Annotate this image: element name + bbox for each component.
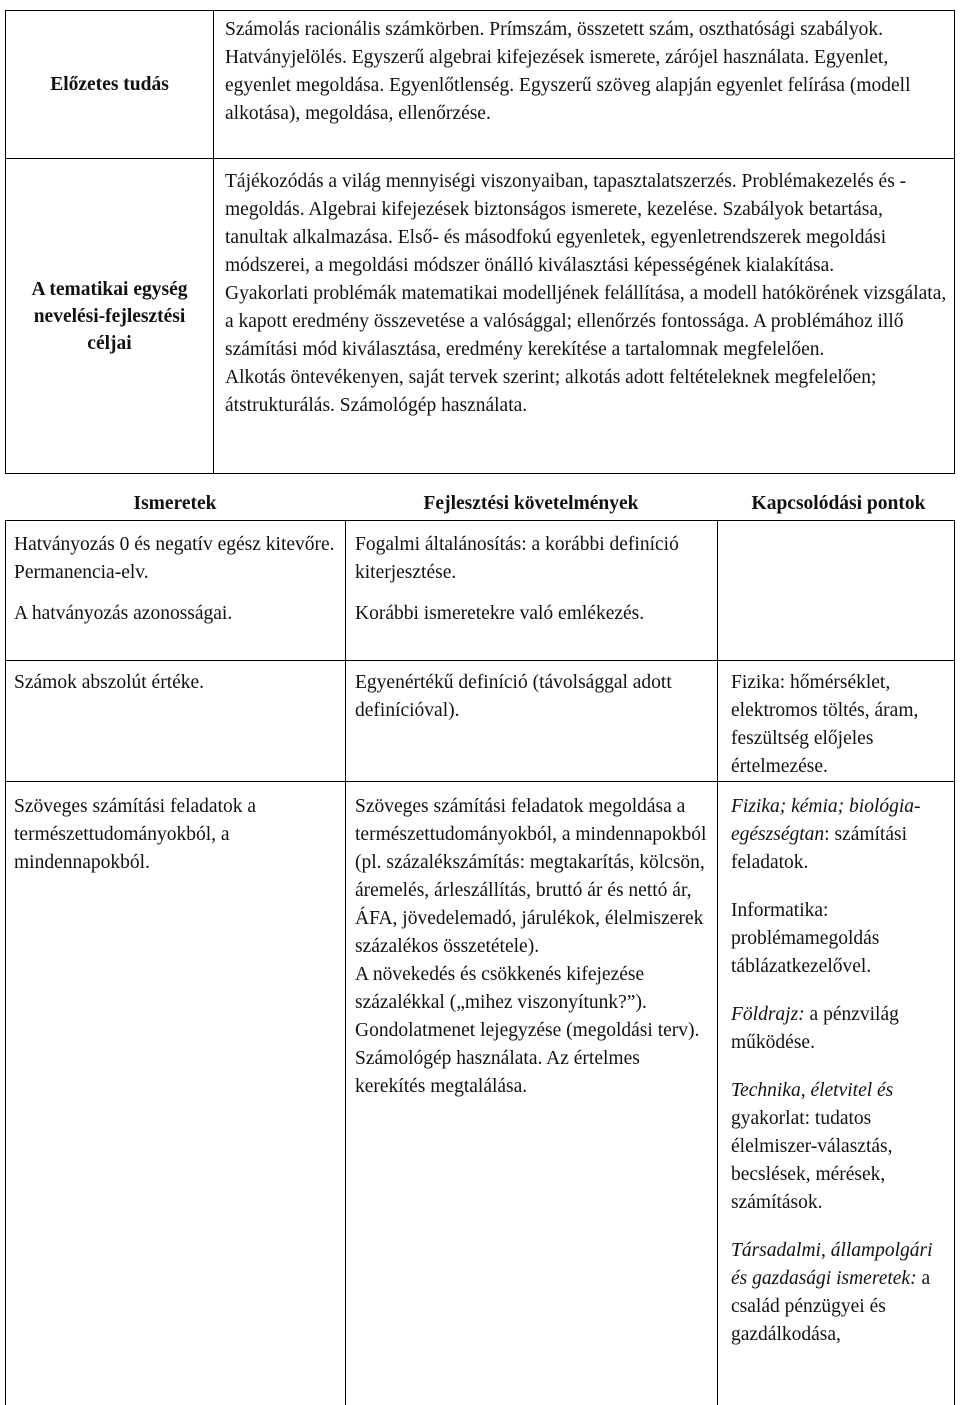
link-block-informatics [731,897,946,981]
link-block-technology-italic: Technika, életvitel és [731,1080,894,1101]
link-block-science [731,793,946,877]
lower-table-row-divider-1 [5,660,955,661]
link-block-informatics-normal: Informatika: problémamegoldás táblázatkezelővel. [731,900,880,977]
row-absolute-kapcsolodasi-text: Fizika: hőmérséklet, elektromos töltés, áram, feszültség előjeles értelmezése. [731,672,919,777]
lower-table-border-right [954,520,955,1405]
prior-knowledge-label-text: Előzetes tudás [50,74,169,95]
link-block-social-normal: a család pénzügyei és gazdálkodása, [731,1268,931,1345]
goals-paragraph-2: Gyakorlati problémák matematikai modelljének felállítása, a modell hatókörének vizsgálata, a kapott eredmény összevetése a valósággal; ellenőrzés fontossága. A problémához illő számítási mód kiválasztása, eredmény kerekítése a tartalomnak megfelelően. [225,283,947,360]
column-heading-kapcsolodasi [717,490,960,518]
column-heading-fejlesztesi-text: Fejlesztési követelmények [423,493,639,514]
row-word-problems-fejlesztesi-p3: Számológép használata. Az értelmes kerekítés megtalálása. [355,1048,640,1097]
row-word-problems-ismeretek-text: Szöveges számítási feladatok a természettudományokból, a mindennapokból. [14,796,257,873]
prior-knowledge-paragraph: Számolás racionális számkörben. Prímszám, összetett szám, oszthatósági szabályok. Hatványjelölés. Egyszerű algebrai kifejezések ismerete, zárójel használata. Egyenlet, egyenlet megoldása. Egyenlőtlenség. Egyszerű szöveg alapján egyenlet felírása (modell alkotása), megoldása, ellenőrzése. [225,19,911,124]
prior-knowledge-text [225,16,947,128]
row-powers-fejlesztesi [355,531,710,587]
row-absolute-ismeretek-text: Számok abszolút értéke. [14,672,205,693]
row-word-problems-ismeretek [14,793,339,877]
top-table-column-divider [213,10,214,474]
prior-knowledge-label [6,11,213,158]
goals-label [6,159,213,473]
row-powers-ismeretek [14,531,339,587]
lower-table-border-left [5,520,6,1405]
column-heading-ismeretek-text: Ismeretek [133,493,217,514]
row-word-problems-kapcsolodasi [731,793,946,1349]
top-table-border-bottom [5,473,955,474]
link-block-social [731,1237,946,1349]
row-powers-fejlesztesi-text: Fogalmi általánosítás: a korábbi definíció kiterjesztése. [355,534,679,583]
row-powers-ismeretek-text: Hatványozás 0 és negatív egész kitevőre. Permanencia-elv. [14,534,335,583]
link-block-science-normal: : számítási feladatok. [731,824,908,873]
row-identities-ismeretek-text: A hatványozás azonosságai. [14,603,233,624]
row-identities-ismeretek [14,600,339,628]
row-word-problems-fejlesztesi [355,793,710,1101]
link-block-technology [731,1077,946,1217]
goals-paragraph-3: Alkotás öntevékenyen, saját tervek szerint; alkotás adott feltételeknek megfelelően; átstrukturálás. Számológép használata. [225,367,877,416]
row-absolute-fejlesztesi-text: Egyenértékű definíció (távolsággal adott definícióval). [355,672,672,721]
column-heading-kapcsolodasi-text: Kapcsolódási pontok [751,493,926,514]
goals-label-text: A tematikai egység nevelési-fejlesztési céljai [31,278,188,354]
lower-table-row-divider-2 [5,781,955,782]
link-block-geography-normal: a pénzvilág működése. [731,1004,899,1053]
link-block-geography [731,1001,946,1057]
link-block-social-italic: Társadalmi, állampolgári és gazdasági ismeretek: [731,1240,933,1289]
link-block-technology-normal: gyakorlat: tudatos élelmiszer-választás, becslések, mérések, számítások. [731,1108,893,1213]
row-identities-fejlesztesi-text: Korábbi ismeretekre való emlékezés. [355,603,645,624]
goals-paragraph-1: Tájékozódás a világ mennyiségi viszonyaiban, tapasztalatszerzés. Problémakezelés és -megoldás. Algebrai kifejezések biztonságos ismerete, kezelése. Szabályok betartása, tanultak alkalmazása. Első- és másodfokú egyenletek, egyenletrendszerek megoldási módszerei, a megoldási módszer önálló kiválasztási képességének kialakítása. [225,171,907,276]
column-heading-fejlesztesi [345,490,717,518]
top-table-border-right [954,10,955,474]
lower-table-column-divider-2 [717,520,718,1405]
lower-table-border-top [5,520,955,521]
row-word-problems-fejlesztesi-p2: A növekedés és csökkenés kifejezése százalékkal („mihez viszonyítunk?”). Gondolatmenet lejegyzése (megoldási terv). [355,964,700,1041]
row-absolute-kapcsolodasi [731,669,946,781]
row-identities-fejlesztesi [355,600,655,628]
column-heading-ismeretek [5,490,345,518]
lower-table-column-divider-1 [345,520,346,1405]
link-block-geography-italic: Földrajz: [731,1004,805,1025]
goals-text [225,168,947,420]
link-block-science-italic: Fizika; kémia; biológia-egészségtan [731,796,921,845]
row-word-problems-fejlesztesi-p1: Szöveges számítási feladatok megoldása a természettudományokból, a mindennapokból (pl. százalékszámítás: megtakarítás, kölcsön, áremelés, árleszállítás, bruttó ár és nettó ár, ÁFA, jövedelemadó, járulékok, élelmiszerek százalékos összetétele). [355,796,707,957]
row-absolute-fejlesztesi [355,669,710,725]
row-absolute-ismeretek [14,669,339,697]
